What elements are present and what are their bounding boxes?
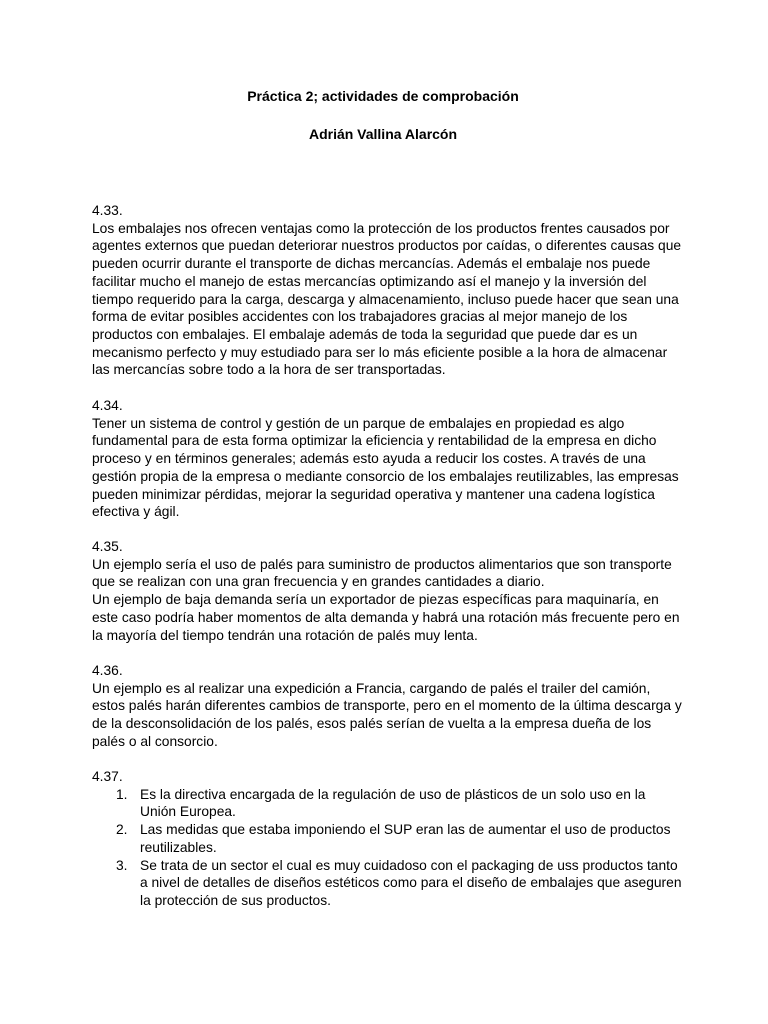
list-item (92, 821, 684, 856)
document-title: Práctica 2; actividades de comprobación (247, 88, 519, 104)
section-paragraph: Un ejemplo es al realizar una expedición a Francia, cargando de palés el trailer del camión, estos palés harán diferentes cambios de transporte, pero en el momento de la última descarga y de la desconsolidación de los palés, esos palés serían de vuelta a la empresa dueña de los palés o al consorcio. (92, 680, 682, 749)
section-number: 4.35. (92, 539, 123, 554)
section-4-33 (92, 202, 684, 379)
list-item-text: Es la directiva encargada de la regulación de uso de plásticos de un solo uso en la Unión Europea. (140, 786, 646, 820)
section-paragraph: Un ejemplo sería el uso de palés para suministro de productos alimentarios que son transporte que se realizan con una gran frecuencia y en grandes cantidades a diario. (92, 556, 672, 590)
section-4-36 (92, 662, 684, 751)
section-number: 4.33. (92, 203, 123, 218)
section-4-35 (92, 538, 684, 644)
list-item (92, 857, 684, 910)
section-number: 4.36. (92, 663, 123, 678)
section-number: 4.34. (92, 398, 123, 413)
list-item-text: Las medidas que estaba imponiendo el SUP eran las de aumentar el uso de productos reutilizables. (140, 822, 671, 855)
list-item-number: 3. (116, 857, 128, 873)
section-number: 4.37. (92, 769, 123, 784)
section-paragraph: Tener un sistema de control y gestión de un parque de embalajes en propiedad es algo fundamental para de esta forma optimizar la eficiencia y rentabilidad de la empresa en dicho proceso y en términos generales; además esto ayuda a reducir los costes. A través de una gestión propia de la empresa o mediante consorcio de los embalajes reutilizables, las empresas pueden minimizar pérdidas, mejorar la seguridad operativa y mantener una cadena logística efectiva y ágil. (92, 415, 679, 520)
list-item-number: 2. (116, 822, 128, 838)
section-paragraph: Los embalajes nos ofrecen ventajas como la protección de los productos frentes causados por agentes externos que puedan deteriorar nuestros productos por caídas, o diferentes causas que pueden ocurrir durante el transporte de dichas mercancías. Además el embalaje nos puede facilitar mucho el manejo de estas mercancías optimizando así el manejo y la inversión del tiempo requerido para la carga, descarga y almacenamiento, incluso puede hacer que sean una forma de evitar posibles accidentes con los trabajadores gracias al mejor manejo de los productos con embalajes. El embalaje además de toda la seguridad que puede dar es un mecanismo perfecto y muy estudiado para ser lo más eficiente posible a la hora de almacenar las mercancías sobre todo a la hora de ser transportadas. (92, 220, 682, 378)
section-4-34 (92, 397, 684, 521)
section-paragraph: Un ejemplo de baja demanda sería un exportador de piezas específicas para maquinaría, en este caso podría haber momentos de alta demanda y habrá una rotación más frecuente pero en la mayoría del tiempo tendrán una rotación de palés muy lenta. (92, 592, 680, 643)
list-item-text: Se trata de un sector el cual es muy cuidadoso con el packaging de uss productos tanto a nivel de detalles de diseños estéticos como para el diseño de embalajes que aseguren la protección de sus productos. (140, 857, 682, 908)
section-4-37 (92, 768, 684, 910)
answer-list (92, 786, 684, 910)
list-item-number: 1. (116, 786, 128, 802)
document-author: Adrián Vallina Alarcón (308, 126, 458, 142)
list-item (92, 786, 684, 821)
